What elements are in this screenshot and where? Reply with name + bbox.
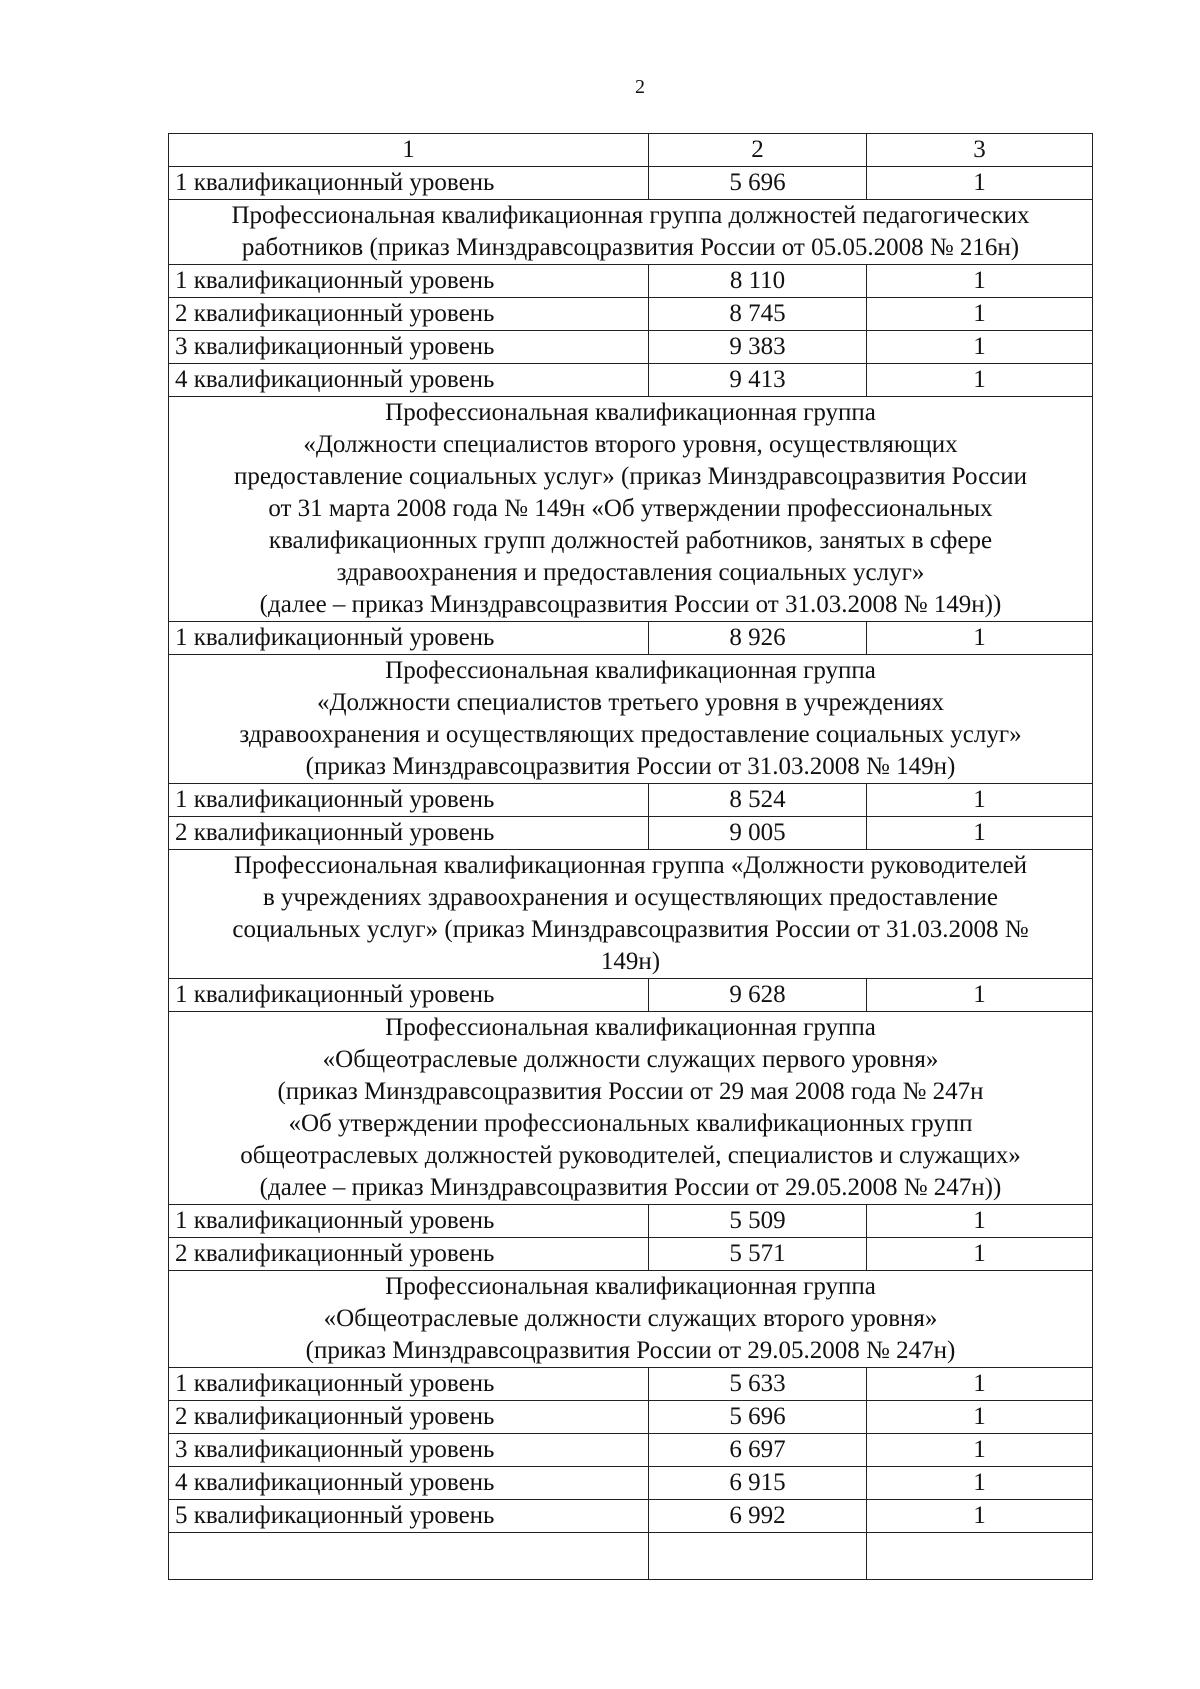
level-row: [169, 331, 1093, 364]
salary-cell: 5 571: [649, 1238, 867, 1271]
group-title-line: Профессиональная квалификационная группа: [385, 657, 876, 684]
salary-cell: 6 992: [649, 1500, 867, 1533]
level-row: [169, 265, 1093, 298]
qualification-level-cell: 1 квалификационный уровень: [169, 784, 649, 817]
table-body: [169, 134, 1093, 1580]
group-header-row: [169, 1271, 1093, 1368]
level-row: [169, 1205, 1093, 1238]
group-title-line: социальных услуг» (приказ Минздравсоцразвития России от 31.03.2008 №: [232, 916, 1029, 943]
salary-cell: 8 110: [649, 265, 867, 298]
column-header-3: 3: [867, 134, 1093, 167]
group-header-row: [169, 850, 1093, 979]
coefficient-cell: 1: [867, 1205, 1093, 1238]
qualification-level-cell: 1 квалификационный уровень: [169, 1205, 649, 1238]
qualification-level-cell: 1 квалификационный уровень: [169, 167, 649, 200]
coefficient-cell: 1: [867, 1368, 1093, 1401]
group-title-line: «Должности специалистов третьего уровня в учреждениях: [316, 689, 944, 716]
group-title: [169, 1012, 1093, 1205]
page-number: 2: [635, 76, 645, 98]
level-row: [169, 622, 1093, 655]
level-row: [169, 1238, 1093, 1271]
salary-cell: 5 696: [649, 167, 867, 200]
level-row: [169, 1434, 1093, 1467]
group-title-line: (далее – приказ Минздравсоцразвития России от 31.03.2008 № 149н)): [259, 591, 1002, 618]
group-title-line: от 31 марта 2008 года № 149н «Об утверждении профессиональных: [268, 495, 993, 522]
group-title-line: общеотраслевых должностей руководителей, специалистов и служащих»: [240, 1142, 1021, 1169]
group-title-line: «Общеотраслевые должности служащих второго уровня»: [323, 1305, 938, 1332]
coefficient-cell: 1: [867, 167, 1093, 200]
salary-cell: 5 696: [649, 1401, 867, 1434]
coefficient-cell: 1: [867, 265, 1093, 298]
salary-cell: 9 383: [649, 331, 867, 364]
level-row: [169, 784, 1093, 817]
empty-cell: [169, 1533, 649, 1580]
group-header-row: [169, 200, 1093, 265]
group-title-line: здравоохранения и осуществляющих предоставление социальных услуг»: [239, 721, 1022, 748]
salary-cell: 9 005: [649, 817, 867, 850]
group-title: [169, 1271, 1093, 1368]
coefficient-cell: 1: [867, 1401, 1093, 1434]
salary-cell: 5 509: [649, 1205, 867, 1238]
coefficient-cell: 1: [867, 364, 1093, 397]
empty-row: [169, 1533, 1093, 1580]
salary-cell: 6 915: [649, 1467, 867, 1500]
level-row: [169, 1467, 1093, 1500]
qualification-level-cell: 4 квалификационный уровень: [169, 1467, 649, 1500]
group-header-row: [169, 655, 1093, 784]
group-title: [169, 200, 1093, 265]
coefficient-cell: 1: [867, 331, 1093, 364]
coefficient-cell: 1: [867, 784, 1093, 817]
salary-cell: 5 633: [649, 1368, 867, 1401]
qualification-level-cell: 1 квалификационный уровень: [169, 979, 649, 1012]
qualification-level-cell: 3 квалификационный уровень: [169, 1434, 649, 1467]
qualification-level-cell: 1 квалификационный уровень: [169, 1368, 649, 1401]
coefficient-cell: 1: [867, 1434, 1093, 1467]
group-title-line: работников (приказ Минздравсоцразвития России от 05.05.2008 № 216н): [241, 234, 1020, 261]
qualification-level-cell: 3 квалификационный уровень: [169, 331, 649, 364]
group-title-line: Профессиональная квалификационная группа «Должности руководителей: [233, 852, 1028, 879]
level-row: [169, 979, 1093, 1012]
group-title: [169, 850, 1093, 979]
salary-cell: 9 413: [649, 364, 867, 397]
empty-cell: [867, 1533, 1093, 1580]
table-header-row: [169, 134, 1093, 167]
group-title-line: (приказ Минздравсоцразвития России от 29 мая 2008 года № 247н: [277, 1078, 984, 1105]
group-header-row: [169, 397, 1093, 622]
coefficient-cell: 1: [867, 298, 1093, 331]
level-row: [169, 1500, 1093, 1533]
salary-cell: 8 524: [649, 784, 867, 817]
qualification-level-cell: 1 квалификационный уровень: [169, 265, 649, 298]
level-row: [169, 364, 1093, 397]
coefficient-cell: 1: [867, 979, 1093, 1012]
level-row: [169, 817, 1093, 850]
salary-cell: 8 745: [649, 298, 867, 331]
level-row: [169, 167, 1093, 200]
group-title-line: предоставление социальных услуг» (приказ Минздравсоцразвития России: [233, 463, 1028, 490]
group-title-line: Профессиональная квалификационная группа: [385, 399, 876, 426]
group-title-line: (приказ Минздравсоцразвития России от 31.03.2008 № 149н): [305, 753, 956, 780]
group-title-line: квалификационных групп должностей работников, занятых в сфере: [268, 527, 993, 554]
group-title-line: здравоохранения и предоставления социальных услуг»: [336, 559, 925, 586]
salary-table: [168, 133, 1093, 1580]
group-header-row: [169, 1012, 1093, 1205]
level-row: [169, 1401, 1093, 1434]
qualification-level-cell: 1 квалификационный уровень: [169, 622, 649, 655]
qualification-level-cell: 2 квалификационный уровень: [169, 298, 649, 331]
level-row: [169, 1368, 1093, 1401]
column-header-1: 1: [169, 134, 649, 167]
qualification-level-cell: 4 квалификационный уровень: [169, 364, 649, 397]
coefficient-cell: 1: [867, 817, 1093, 850]
group-title-line: в учреждениях здравоохранения и осуществляющих предоставление: [263, 884, 998, 911]
group-title: [169, 655, 1093, 784]
group-title: [169, 397, 1093, 622]
coefficient-cell: 1: [867, 1238, 1093, 1271]
salary-cell: 6 697: [649, 1434, 867, 1467]
qualification-level-cell: 2 квалификационный уровень: [169, 1238, 649, 1271]
salary-cell: 9 628: [649, 979, 867, 1012]
group-title-line: «Общеотраслевые должности служащих первого уровня»: [322, 1046, 939, 1073]
group-title-line: Профессиональная квалификационная группа должностей педагогических: [231, 202, 1030, 229]
salary-cell: 8 926: [649, 622, 867, 655]
empty-cell: [649, 1533, 867, 1580]
coefficient-cell: 1: [867, 1467, 1093, 1500]
coefficient-cell: 1: [867, 1500, 1093, 1533]
column-header-2: 2: [649, 134, 867, 167]
group-title-line: (далее – приказ Минздравсоцразвития России от 29.05.2008 № 247н)): [259, 1174, 1002, 1201]
level-row: [169, 298, 1093, 331]
coefficient-cell: 1: [867, 622, 1093, 655]
group-title-line: «Должности специалистов второго уровня, осуществляющих: [303, 431, 958, 458]
qualification-level-cell: 2 квалификационный уровень: [169, 1401, 649, 1434]
group-title-line: 149н): [600, 948, 661, 975]
group-title-line: Профессиональная квалификационная группа: [385, 1014, 876, 1041]
qualification-level-cell: 2 квалификационный уровень: [169, 817, 649, 850]
group-title-line: Профессиональная квалификационная группа: [385, 1273, 876, 1300]
qualification-level-cell: 5 квалификационный уровень: [169, 1500, 649, 1533]
group-title-line: (приказ Минздравсоцразвития России от 29.05.2008 № 247н): [305, 1337, 956, 1364]
group-title-line: «Об утверждении профессиональных квалификационных групп: [288, 1110, 973, 1137]
